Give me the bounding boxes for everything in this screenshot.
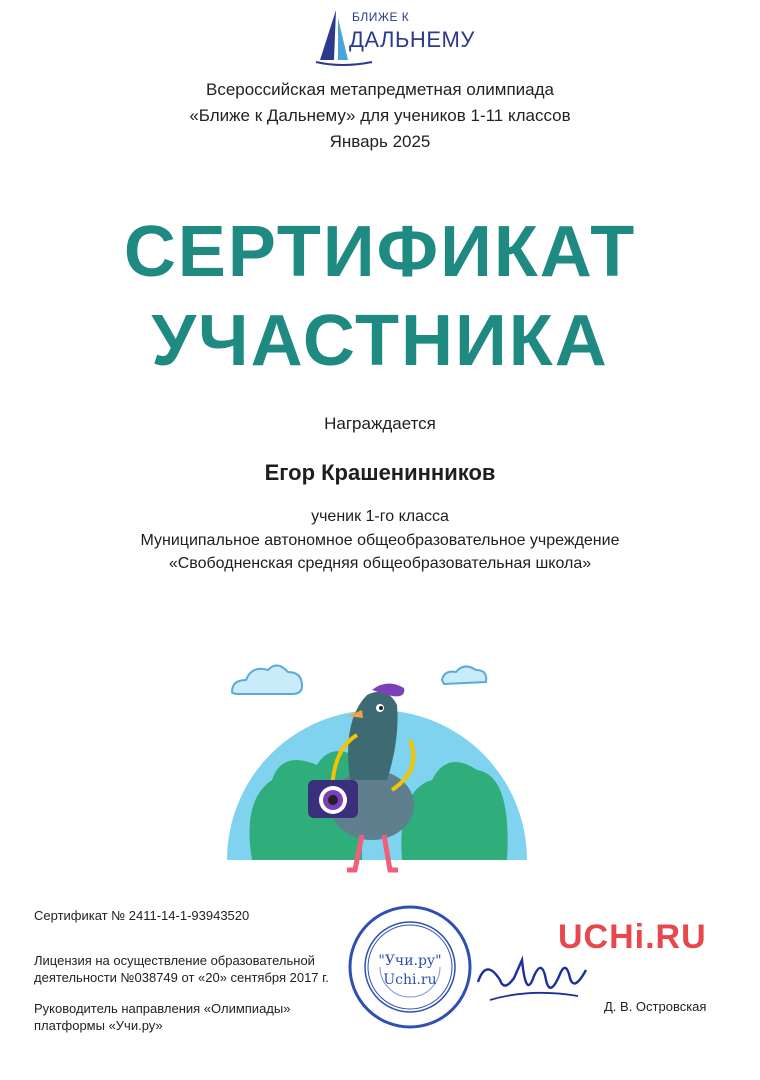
seal-center-line1: "Учи.ру" <box>378 953 442 969</box>
license-line1: Лицензия на осуществление образовательной <box>34 953 315 968</box>
awarded-label: Награждается <box>324 414 436 433</box>
olympiad-title-line2: «Ближе к Дальнему» для учеников 1-11 классов <box>189 106 571 125</box>
certificate-title-line1: СЕРТИФИКАТ <box>123 212 637 292</box>
institution-line1: Муниципальное автономное общеобразовательное учреждение <box>140 532 620 549</box>
uchi-ru-logo: UCHi.RU <box>558 918 707 956</box>
logo-top-text: БЛИЖЕ К <box>352 10 410 24</box>
olympiad-title-line1: Всероссийская метапредметная олимпиада <box>205 80 555 99</box>
institution-line2: «Свободненская средняя общеобразовательная школа» <box>168 555 592 572</box>
recipient-grade: ученик 1-го класса <box>311 508 449 525</box>
certificate-number: Сертификат № 2411-14-1-93943520 <box>34 908 250 923</box>
seal-center-line2: Uchi.ru <box>383 972 437 988</box>
signer-name: Д. В. Островская <box>604 999 707 1014</box>
logo-bottom-text: ДАЛЬНЕМУ <box>349 27 475 52</box>
certificate-title-line2: УЧАСТНИКА <box>151 301 609 381</box>
director-line2: платформы «Учи.ру» <box>34 1018 163 1033</box>
pigeon-photographer-illustration <box>222 630 532 880</box>
license-line2: деятельности №038749 от «20» сентября 2017 г. <box>34 970 329 985</box>
organization-seal-icon <box>345 902 475 1032</box>
olympiad-date: Январь 2025 <box>329 132 431 151</box>
recipient-name: Егор Крашенинников <box>264 460 496 485</box>
director-line1: Руководитель направления «Олимпиады» <box>34 1001 291 1016</box>
